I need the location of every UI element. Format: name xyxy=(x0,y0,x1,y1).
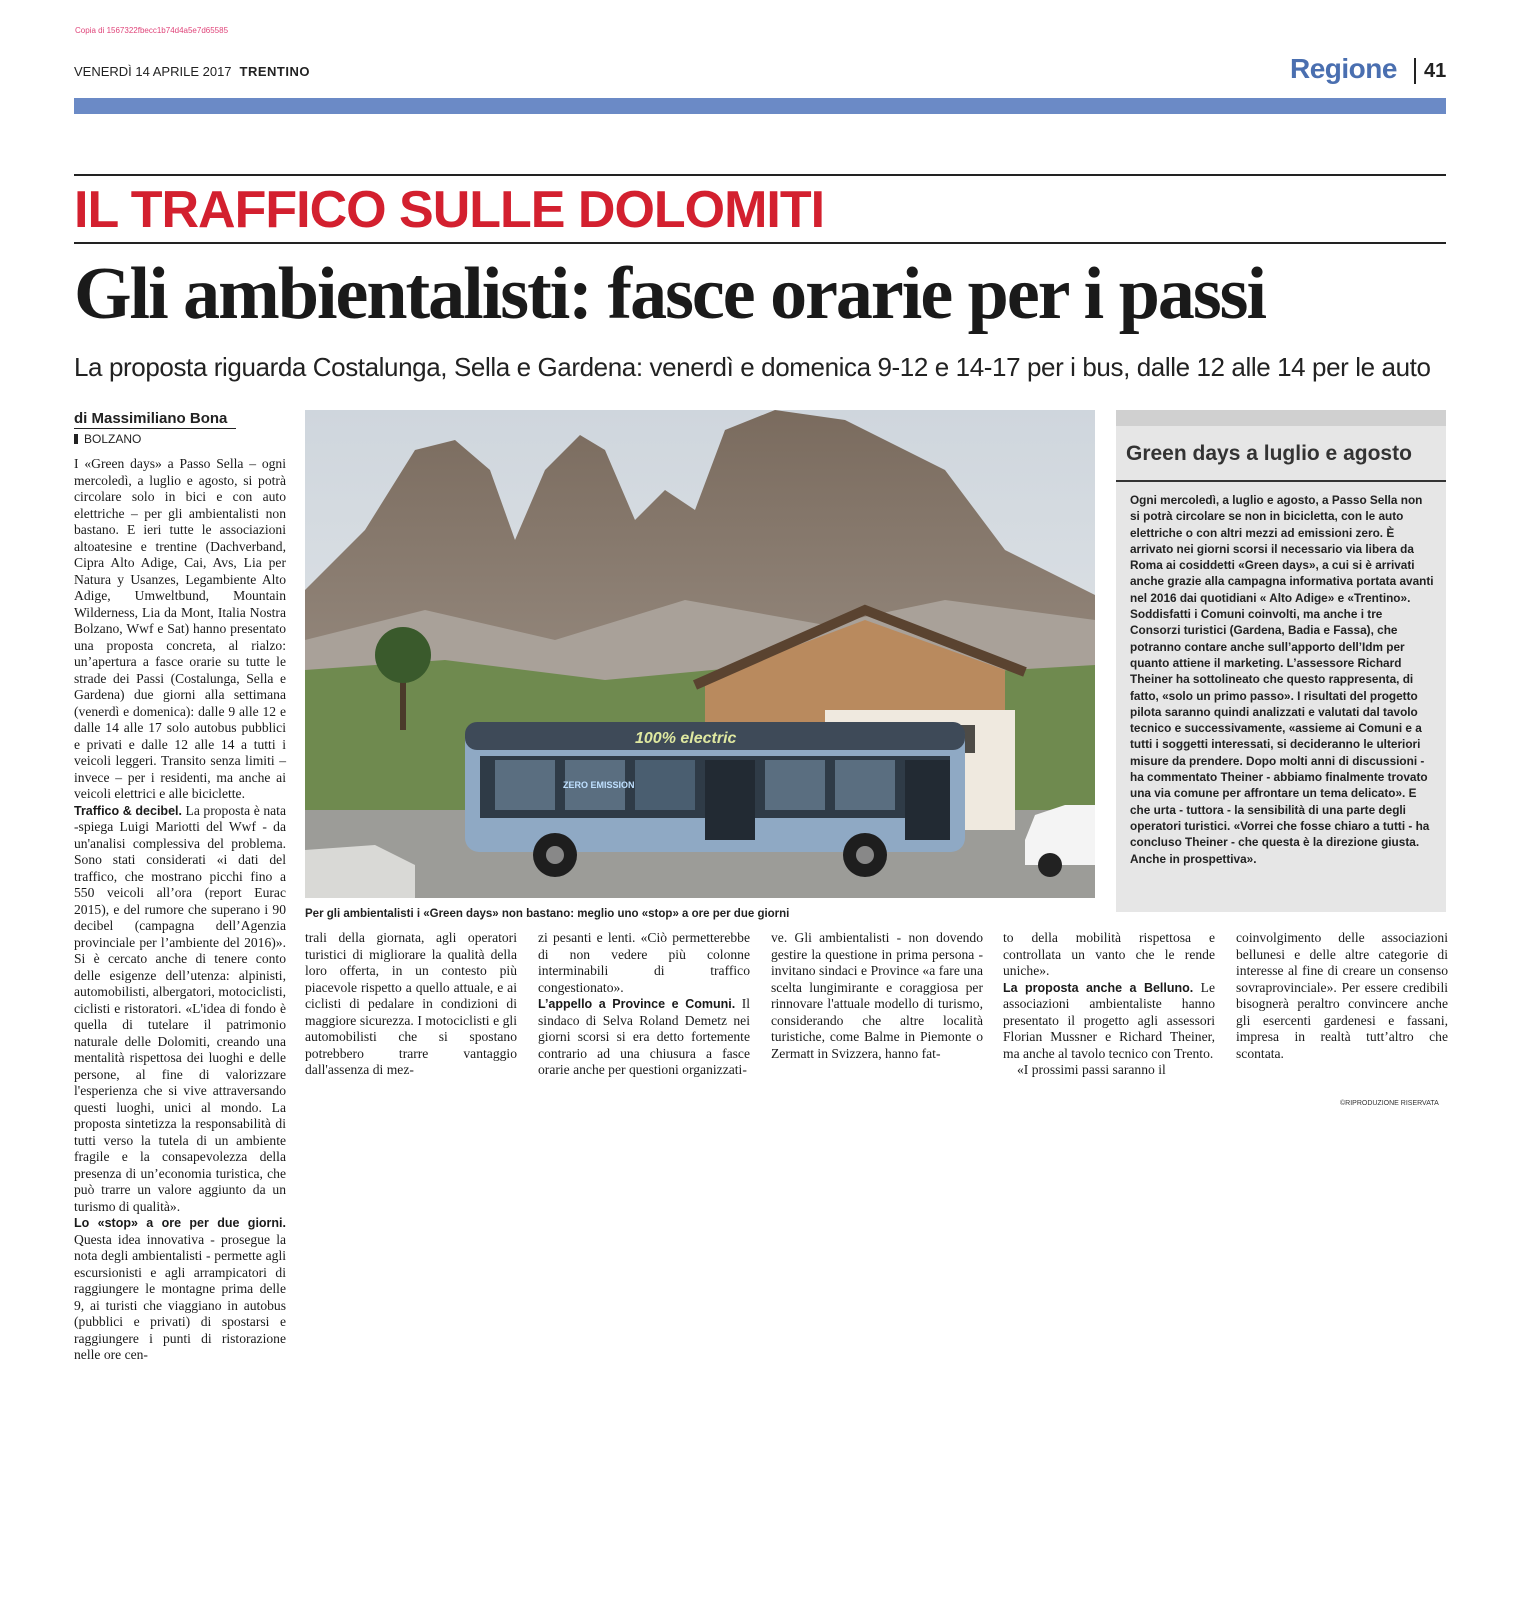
header-separator xyxy=(1414,58,1416,84)
paragraph xyxy=(538,996,750,1079)
paragraph-lead: La proposta anche a Belluno. xyxy=(1003,980,1194,995)
paragraph-text: La proposta è nata -spiega Luigi Mariotti del Wwf - da un'analisi complessiva del problema. Sono stati considerati «i dati del traffico, che mostrano picchi fino a 550 veicoli all’ora (report Eurac 2015), e del rumore che superano i 90 decibel (campagna dell’Agenzia provinciale per l’ambiente del 2016)». Si è cercato anche di tenere conto delle esigenze dell’utenza: alpinisti, automobilisti, albergatori, motociclisti, ciclisti e ristoratori. «L'idea di fondo è quella di tutelare il patrimonio naturale delle Dolomiti, creando una mentalità rispettosa dei luoghi e delle persone, al fine di valorizzare l'esperienza che si vive attraversando questi luoghi, unici al mondo. La proposta sintetizza la responsabilità di tutti verso la tutela di un ambiente fragile e la consapevolezza della presenza di un’economia turistica, che può trarre un valore aggiunto da un turismo di qualità». xyxy=(74,802,286,1214)
photo-caption: Per gli ambientalisti i «Green days» non bastano: meglio uno «stop» a ore per due giorni xyxy=(305,908,790,920)
sidebar-top-band xyxy=(1116,410,1446,426)
sidebar-rule xyxy=(1116,480,1446,482)
sidebar-title: Green days a luglio e agosto xyxy=(1126,442,1412,465)
paragraph-text: Il sindaco di Selva Roland Demetz nei giorni scorsi si era detto fortemente contrario ad una chiusura a fasce orarie anche per questioni organizzati- xyxy=(538,996,751,1077)
article-column-1 xyxy=(74,456,286,1364)
article-column-4 xyxy=(771,930,983,1062)
article-column-3 xyxy=(538,930,750,1079)
byline-rule xyxy=(74,428,236,429)
paragraph: to della mobilità rispettosa e controllata un vanto che le rende uniche». xyxy=(1003,930,1215,978)
bus-side-label: ZERO EMISSION xyxy=(563,780,635,790)
paragraph xyxy=(74,803,286,1216)
paper-name: TRENTINO xyxy=(239,64,310,79)
header-band xyxy=(74,98,1446,114)
paragraph-text: Le associazioni ambientaliste hanno presentato il progetto agli assessori Florian Mussner e Richard Theiner, ma anche al tavolo tecnico con Trento. xyxy=(1003,979,1215,1061)
photo-scene xyxy=(305,410,1095,898)
headline: Gli ambientalisti: fasce orarie per i passi xyxy=(74,253,1266,335)
paragraph: «I prossimi passi saranno il xyxy=(1017,1062,1166,1077)
article-column-6 xyxy=(1236,930,1448,1062)
kicker-rule xyxy=(74,242,1446,244)
page-header xyxy=(74,64,310,79)
top-rule xyxy=(74,174,1446,176)
top-note: Copia di 1567322fbecc1b74d4a5e7d65585 xyxy=(75,26,229,35)
paragraph: trali della giornata, agli operatori turistici di migliorare la qualità della loro offerta, in un contesto più piacevole rispetto a quello attuale, e ai ciclisti di pedalare in condizioni di maggiore sicurezza. I motociclisti e gli automobilisti che si spostano potrebbero trarre vantaggio dall'assenza di mez- xyxy=(305,930,517,1077)
kicker: IL TRAFFICO SULLE DOLOMITI xyxy=(74,181,825,239)
sidebar-body: Ogni mercoledì, a luglio e agosto, a Passo Sella non si potrà circolare se non in bicicletta, con le auto elettriche o con altri mezzi ad emissioni zero. È arrivato nei giorni scorsi il necessario via libera da Roma ai cosiddetti «Green days», a cui si è arrivati anche grazie alla campagna informativa portata avanti nel 2016 dai quotidiani « Alto Adige» e «Trentino». Soddisfatti i Comuni coinvolti, ma anche i tre Consorzi turistici (Gardena, Badia e Fassa), che potranno contare anche sull’apporto dell’Idm per quanto attiene il marketing. L’assessore Richard Theiner ha sottolineato che questo rappresenta, di fatto, «solo un primo passo». I risultati del progetto pilota saranno quindi analizzati e valutati dal tavolo tecnico e successivamente, «assieme ai Comuni e a tutti i soggetti interessati, si decideranno le ulteriori misure da prendere. Dopo molti anni di discussioni - ha commentato Theiner - abbiamo finalmente trovato una via comune per affrontare un tema delicato». E che urta - tuttora - la sensibilità di una parte degli operatori turistici. «Vorrei che fosse chiaro a tutti - ha concluso Theiner - che questa è la direzione giusta. Anche in prospettiva». xyxy=(1130,493,1434,866)
page-number: 41 xyxy=(1424,60,1447,82)
article-column-2 xyxy=(305,930,517,1079)
sidebar-box xyxy=(1116,410,1446,912)
subheadline: La proposta riguarda Costalunga, Sella e Gardena: venerdì e domenica 9-12 e 14-17 per i bus, dalle 12 alle 14 per le auto xyxy=(74,352,1431,382)
paragraph xyxy=(74,1215,286,1364)
article-photo xyxy=(305,410,1095,898)
article-column-5 xyxy=(1003,930,1215,1079)
paragraph-lead: Lo «stop» a ore per due giorni. xyxy=(74,1216,286,1230)
paragraph-lead: L’appello a Province e Comuni. xyxy=(538,997,736,1011)
section-title: Regione xyxy=(1290,53,1397,84)
paragraph: zi pesanti e lenti. «Ciò permetterebbe di non vedere più colonne interminabili di traffico congestionato». xyxy=(538,930,750,995)
bus-label: 100% electric xyxy=(635,730,737,747)
paragraph-lead: Traffico & decibel. xyxy=(74,803,182,818)
paragraph: ve. Gli ambientalisti - non dovendo gestire la questione in prima persona - invitano sindaci e Province «a fare una scelta lungimirante e coraggiosa per rinnovare l'attuale modello di turismo, considerando che altre località turistiche, come Balme in Piemonte o Zermatt in Svizzera, hanno fat- xyxy=(771,930,983,1061)
paragraph-text: Questa idea innovativa - prosegue la nota degli ambientalisti - permette agli escursionisti e agli arrampicatori di raggiungere le montagne prima delle 9, ai turisti che viaggiano in autobus (pubblici e privati) di spostarsi e raggiungere i punti di ristorazione nelle ore cen- xyxy=(74,1231,286,1362)
paragraph: coinvolgimento delle associazioni bellunesi e delle altre categorie di interesse al fine di creare un consenso sovraprovinciale». Per essere credibili bisognerà peraltro convincere anche gli esercenti gardenesi e fassani, impresa in realtà tutt’altro che scontata. xyxy=(1236,930,1448,1061)
copyright-note: ©RIPRODUZIONE RISERVATA xyxy=(1340,1100,1439,1107)
issue-date: VENERDÌ 14 APRILE 2017 xyxy=(74,64,232,79)
paragraph xyxy=(1003,980,1215,1063)
byline: di Massimiliano Bona xyxy=(74,410,228,427)
dateline: BOLZANO xyxy=(74,432,141,446)
paragraph: I «Green days» a Passo Sella – ogni mercoledì, a luglio e agosto, si potrà circolare solo in bici e con auto elettriche – per gli ambientalisti non bastano. E ieri tutte le associazioni altoatesine e trentine (Dachverband, Cipra Alto Adige, Cai, Avs, Lia per Natura y Usanzes, Legambiente Alto Adige, Umweltbund, Mountain Wilderness, Lia da Mont, Italia Nostra Bolzano, Wwf e Sat) hanno presentato una proposta concreta, al rialzo: un’apertura a fasce orarie su tutte le strade dei Passi (Costalunga, Sella e Gardena) due giorni alla settimana (venerdì e domenica): dalle 9 alle 12 e dalle 14 alle 17 solo autobus pubblici e privati e dalle 12 alle 14 a tutti i veicoli leggeri. Transito senza limiti – invece – per i residenti, ma anche ai veicoli elettrici e alle biciclette. xyxy=(74,456,286,801)
